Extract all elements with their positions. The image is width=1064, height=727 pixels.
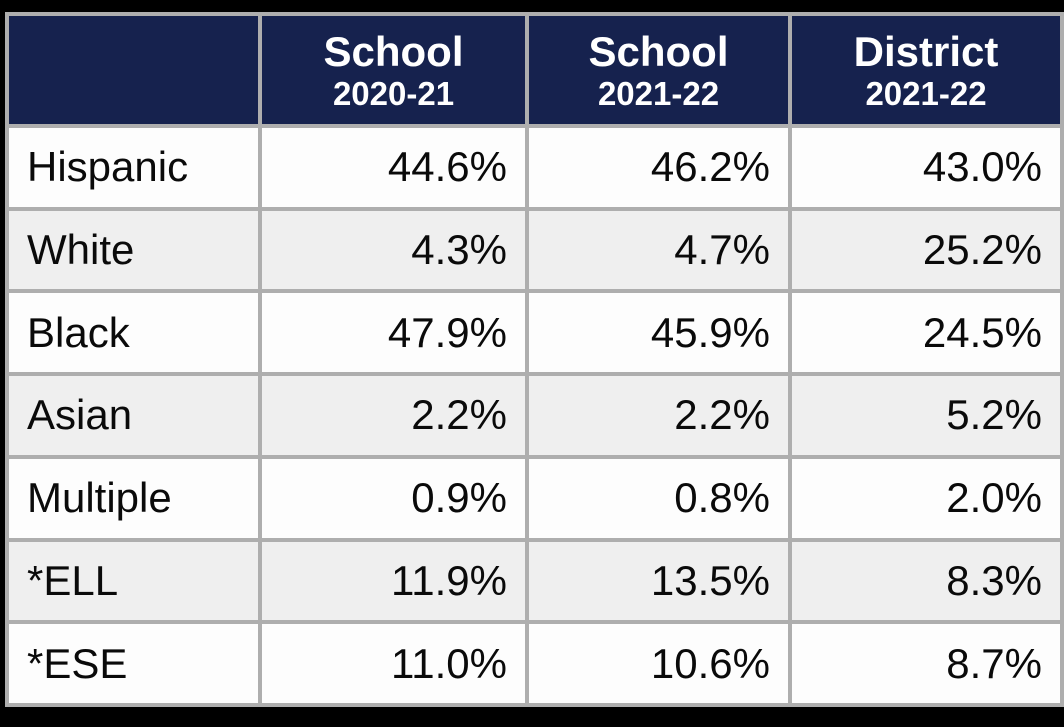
cell-value: 43.0% xyxy=(790,126,1062,209)
corner-cell xyxy=(7,14,260,126)
cell-value: 4.3% xyxy=(260,209,527,292)
cell-value: 2.2% xyxy=(527,374,790,457)
cell-value: 5.2% xyxy=(790,374,1062,457)
row-label: White xyxy=(7,209,260,292)
column-title: School xyxy=(323,27,464,75)
cell-value: 2.2% xyxy=(260,374,527,457)
row-label: *ESE xyxy=(7,622,260,705)
table-row-asian xyxy=(7,374,1062,457)
cell-value: 4.7% xyxy=(527,209,790,292)
column-subtitle: 2021-22 xyxy=(597,74,720,112)
table-row-white xyxy=(7,209,1062,292)
row-label: *ELL xyxy=(7,540,260,623)
column-header-district-2021-22 xyxy=(790,14,1062,126)
column-subtitle: 2021-22 xyxy=(865,74,987,112)
cell-value: 2.0% xyxy=(790,457,1062,540)
cell-value: 8.7% xyxy=(790,622,1062,705)
cell-value: 13.5% xyxy=(527,540,790,623)
cell-value: 10.6% xyxy=(527,622,790,705)
column-subtitle: 2020-21 xyxy=(332,74,455,112)
cell-value: 45.9% xyxy=(527,291,790,374)
table-row-multiple xyxy=(7,457,1062,540)
table-row-hispanic xyxy=(7,126,1062,209)
cell-value: 11.0% xyxy=(260,622,527,705)
column-header-school-2020-21 xyxy=(260,14,527,126)
cell-value: 0.9% xyxy=(260,457,527,540)
cell-value: 8.3% xyxy=(790,540,1062,623)
column-header-school-2021-22 xyxy=(527,14,790,126)
row-label: Asian xyxy=(7,374,260,457)
demographics-table xyxy=(5,12,1064,707)
table-row-black xyxy=(7,291,1062,374)
cell-value: 24.5% xyxy=(790,291,1062,374)
table-row-ell xyxy=(7,540,1062,623)
column-title: District xyxy=(853,27,999,75)
header-row xyxy=(7,14,1062,126)
cell-value: 11.9% xyxy=(260,540,527,623)
cell-value: 44.6% xyxy=(260,126,527,209)
cell-value: 47.9% xyxy=(260,291,527,374)
cell-value: 25.2% xyxy=(790,209,1062,292)
cell-value: 46.2% xyxy=(527,126,790,209)
table-row-ese xyxy=(7,622,1062,705)
row-label: Black xyxy=(7,291,260,374)
row-label: Hispanic xyxy=(7,126,260,209)
row-label: Multiple xyxy=(7,457,260,540)
cell-value: 0.8% xyxy=(527,457,790,540)
column-title: School xyxy=(588,27,729,75)
